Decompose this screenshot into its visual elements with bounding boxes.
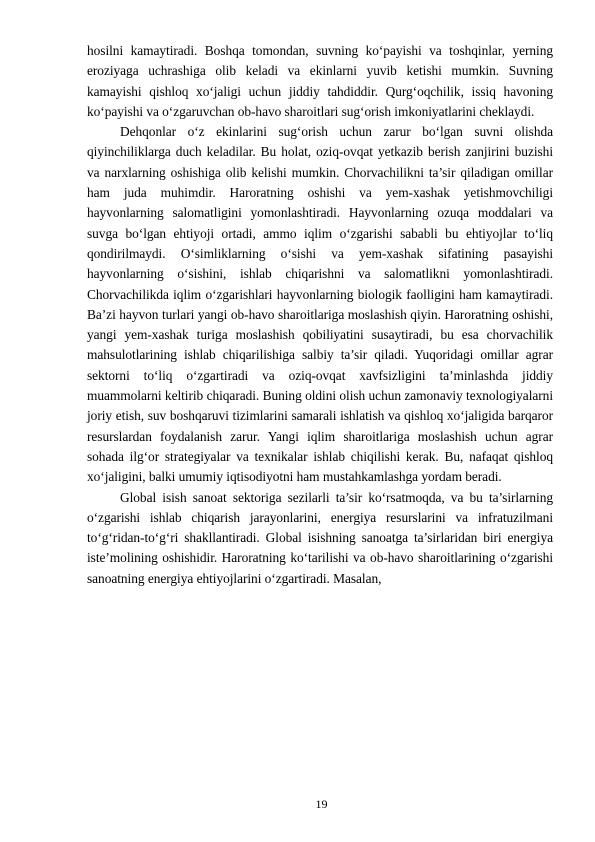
paragraph-industry: Global isish sanoat sektoriga sezilarli ta’sir ko‘rsatmoqda, va bu ta’sirlarning o‘zgarishi ishlab chiqarish jarayonlarini, energiya resurslarini va infratuzilmani to‘g‘ridan-to‘g‘ri shakllantiradi. Global isishning sanoatga ta’sirlaridan biri energiya iste’molining oshishidir. Haroratning ko‘tarilishi va ob-havo sharoitlarining o‘zgarishi sanoatning energiya ehtiyojlarini o‘zgartiradi. Masalan,: [87, 489, 553, 586]
page-number: 19: [315, 797, 328, 811]
paragraph-agriculture: Dehqonlar o‘z ekinlarini sug‘orish uchun zarur bo‘lgan suvni olishda qiyinchiliklarga duch keladilar. Bu holat, oziq-ovqat yetkazib berish zanjirini buzishi va narxlarning oshishiga olib kelishi mumkin. Chorvachilikni ta’sir qiladigan omillar ham juda muhimdir. Haroratning oshishi va yem-xashak yetishmovchiligi hayvonlarning salomatligini yomonlashtiradi. Hayvonlarning ozuqa moddalari va suvga bo‘lgan ehtiyoji ortadi, ammo iqlim o‘zgarishi sababli bu ehtiyojlar to‘liq qondirilmaydi. O‘simliklarning o‘sishi va yem-xashak sifatining pasayishi hayvonlarning o‘sishini, ishlab chiqarishni va salomatlikni yomonlashtiradi. Chorvachilikda iqlim o‘zgarishlari hayvonlarning biologik faolligini ham kamaytiradi. Ba’zi hayvon turlari yangi ob-havo sharoitlariga moslashish qiyin. Haroratning oshishi, yangi yem-xashak turiga moslashish qobiliyatini susaytiradi, bu esa chorvachilik mahsulotlarining ishlab chiqarilishiga salbiy ta’sir qiladi. Yuqoridagi omillar agrar sektorni to‘liq o‘zgartiradi va oziq-ovqat xavfsizligini ta’minlashda jiddiy muammolarni keltirib chiqaradi. Buning oldini olish uchun zamonaviy texnologiyalarni joriy etish, suv boshqaruvi tizimlarini samarali ishlatish va qishloq xo‘jaligida barqaror resurslardan foydalanish zarur. Yangi iqlim sharoitlariga moslashish uchun agrar sohada ilg‘or strategiyalar va texnikalar ishlab chiqilishi kerak. Bu, nafaqat qishloq xo‘jaligini, balki umumiy iqtisodiyotni ham mustahkamlashga yordam beradi.: [87, 124, 553, 485]
paragraph-continuation: hosilni kamaytiradi. Boshqa tomondan, suvning ko‘payishi va toshqinlar, yerning eroziyaga uchrashiga olib keladi va ekinlarni yuvib ketishi mumkin. Suvning kamayishi qishloq xo‘jaligi uchun jiddiy tahdiddir. Qurg‘oqchilik, issiq havoning ko‘payishi va o‘zgaruvchan ob-havo sharoitlari sug‘orish imkoniyatlarini cheklaydi.: [87, 43, 553, 119]
document-page: [87, 41, 553, 589]
